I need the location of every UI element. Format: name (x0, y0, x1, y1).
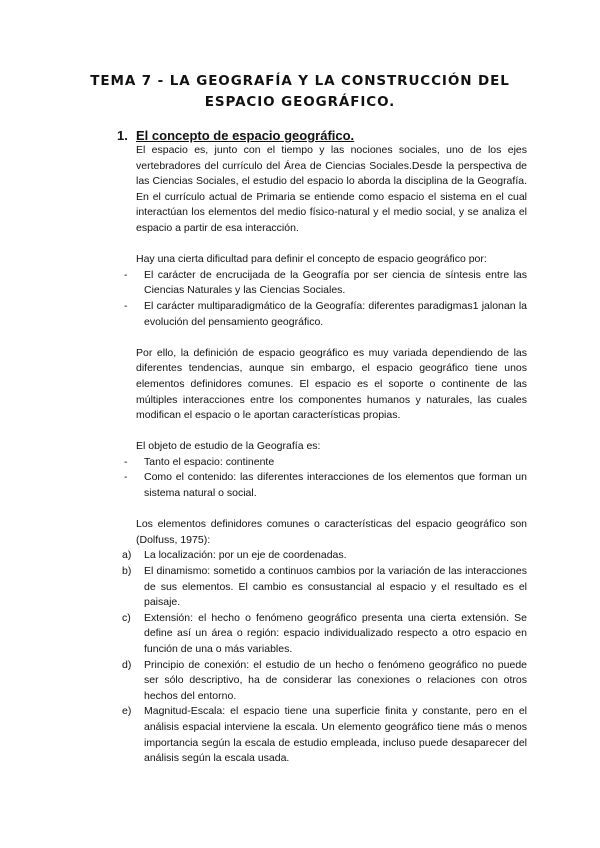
paragraph-intro: El espacio es, junto con el tiempo y las nociones sociales, uno de los ejes vertebradores del currículo del Área de Ciencias Sociales.Desde la perspectiva de las Ciencias Sociales, el estudio del espacio lo aborda la disciplina de la Geografía. En el currículo actual de Primaria se entiende como espacio el sistema en el cual interactúan los elementos del medio físico-natural y el medio social, y se analiza el espacio a partir de esa interacción. (136, 144, 527, 234)
list-item (122, 704, 527, 766)
document-title: TEMA 7 - LA GEOGRAFÍA Y LA CONSTRUCCIÓN DEL ESPACIO GEOGRÁFICO. (90, 73, 510, 110)
list-item-text: La localización: por un eje de coordenadas. (144, 549, 347, 562)
list-item (122, 611, 527, 658)
paragraph-definition: Por ello, la definición de espacio geográfico es muy variada dependiendo de las diferentes tendencias, aunque sin embargo, el espacio geográfico tiene unos elementos definidores comunes. El espacio es el soporte o continente de las múltiples interacciones entre los componentes humanos y naturales, las cuales modifican el espacio o le aportan características propias. (136, 346, 527, 422)
list-marker: d) (122, 658, 132, 671)
list-item-text: El dinamismo: sometido a continuos cambios por la variación de las interacciones de sus elementos. El cambio es consustancial al espacio y el resultado es el paisaje. (144, 565, 527, 609)
list-item (124, 470, 527, 501)
list-marker: e) (122, 705, 132, 718)
list-item (124, 299, 527, 330)
list-item (122, 658, 527, 705)
list-marker: a) (122, 549, 132, 562)
section-heading (117, 128, 354, 144)
difficulty-list (124, 268, 527, 330)
list-item-text: Magnitud-Escala: el espacio tiene una superficie finita y constante, pero en el análisis espacial interviene la escala. Un elemento geográfico tiene más o menos importancia según la escala de estudio empleada, incluso puede desaparecer del análisis según la escala usada. (144, 705, 527, 765)
paragraph-object: El objeto de estudio de la Geografía es: (136, 440, 321, 453)
list-item-text: Como el contenido: las diferentes interacciones de los elementos que forman un sistema natural o social. (144, 471, 527, 500)
list-item (124, 455, 527, 471)
list-item-text: Tanto el espacio: continente (144, 455, 275, 468)
list-item-text: Principio de conexión: el estudio de un hecho o fenómeno geográfico no puede ser sólo descriptivo, ha de considerar las conexiones o relaciones con otros hechos del entorno. (144, 658, 527, 702)
section-body (122, 143, 527, 767)
features-list (122, 548, 527, 766)
list-item-text: El carácter de encrucijada de la Geografía por ser ciencia de síntesis entre las Ciencias Naturales y las Ciencias Sociales. (144, 268, 527, 297)
section-title: El concepto de espacio geográfico. (136, 128, 355, 143)
list-marker: - (124, 471, 128, 484)
paragraph-features: Los elementos definidores comunes o características del espacio geográfico son (Dolfuss, 1975): (136, 518, 527, 546)
list-marker: - (124, 268, 128, 281)
list-marker: b) (122, 565, 132, 578)
list-item (122, 548, 527, 564)
list-item-text: Extensión: el hecho o fenómeno geográfico presenta una cierta extensión. Se define así un área o región: espacio individualizado respecto a otro espacio en función de una o más variables. (144, 611, 527, 655)
list-marker: - (124, 299, 128, 312)
list-item (122, 564, 527, 611)
list-marker: c) (122, 611, 131, 624)
paragraph-difficulty: Hay una cierta dificultad para definir el concepto de espacio geográfico por: (136, 253, 487, 266)
section-number: 1. (117, 128, 128, 143)
object-list (124, 455, 527, 502)
list-marker: - (124, 455, 128, 468)
list-item (124, 268, 527, 299)
list-item-text: El carácter multiparadigmático de la Geografía: diferentes paradigmas1 jalonan la evolución del pensamiento geográfico. (144, 299, 527, 328)
